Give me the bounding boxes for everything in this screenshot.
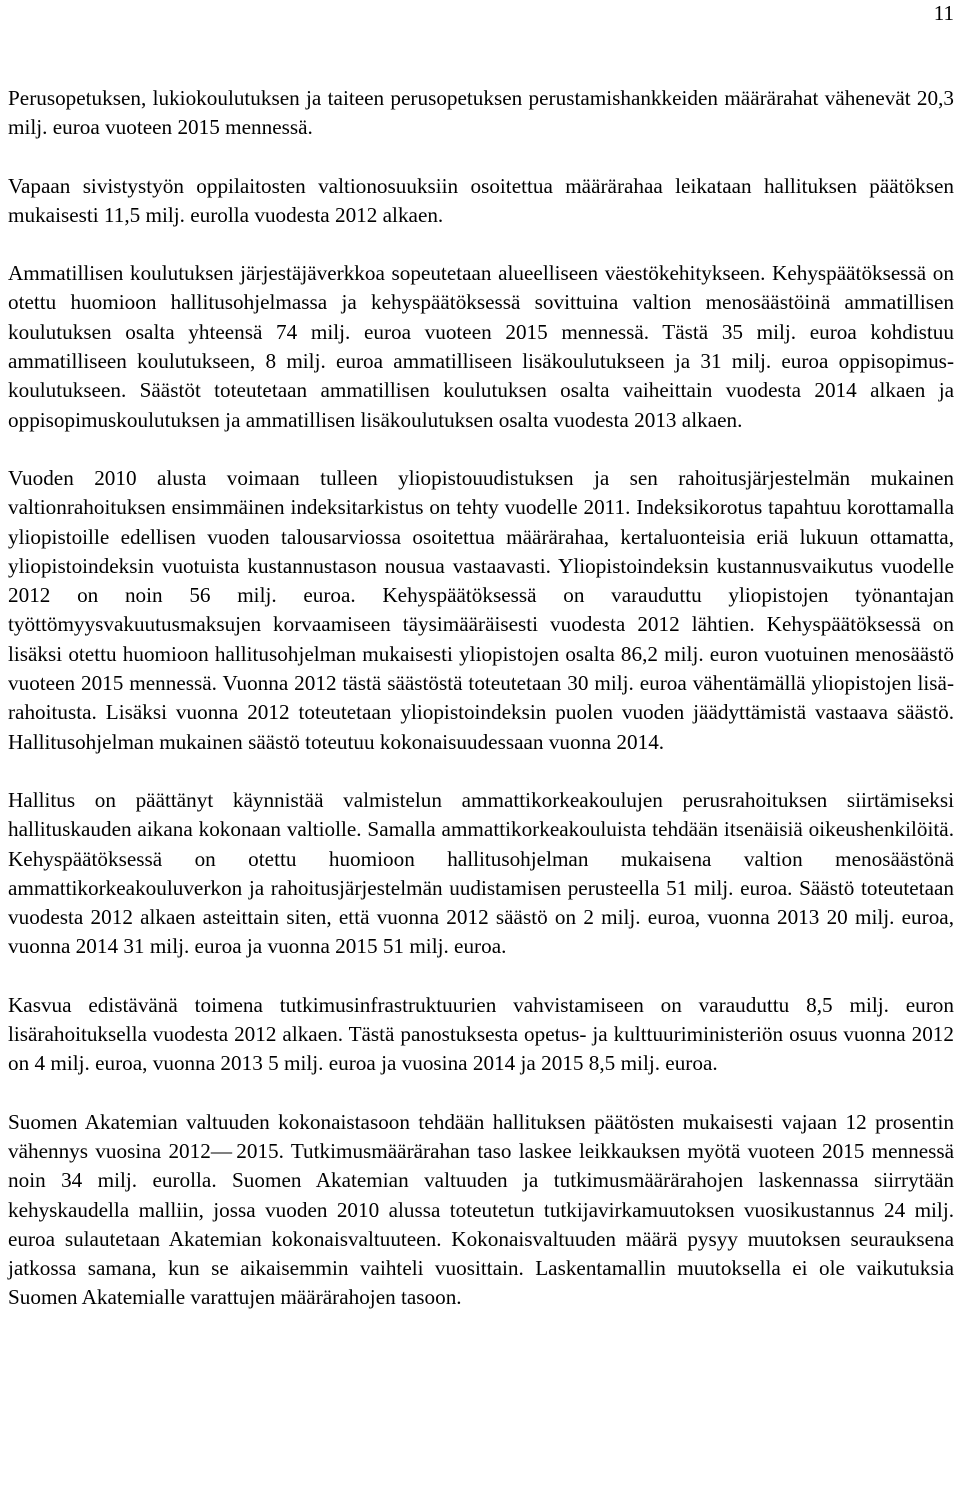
paragraph-polytechnic-funding: Hallitus on päättänyt käynnistää valmistelun ammattikorkeakoulujen perusrahoituksen siirtämiseksi hallituskauden aikana kokonaan valtiolle. Samalla ammattikorkeakouluista tehdään itsenäisiä oikeushenkilöitä. Kehyspäätöksessä on otettu huomioon hallitusohjelman mukaisena valtion menosäästönä ammattikorkeakouluverkon ja rahoitusjärjestelmän uudistamisen perusteella 51 milj. euroa. Säästö toteutetaan vuodesta 2012 alkaen asteittain siten, että vuonna 2012 säästö on 2 milj. euroa, vuonna 2013 20 milj. euroa, vuonna 2014 31 milj. euroa ja vuonna 2015 51 milj. euroa.: [8, 787, 954, 959]
paragraph-vocational-education: Ammatillisen koulutuksen järjestäjäverkkoa sopeutetaan alueelliseen väestökehitykseen. Kehyspäätöksessä on otettu huomioon hallitusohjelmassa ja kehyspäätöksessä sovittuina valtion menosäästöinä ammatillisen koulutuksen osalta yhteensä 74 milj. euroa vuoteen 2015 mennessä. Tästä 35 milj. euroa kohdistuu ammatilliseen koulutukseen, 8 milj. euroa ammatilliseen lisäkoulutukseen ja 31 milj. euroa oppisopimuskoulutukseen. Säästöt toteutetaan ammatillisen koulutuksen osalta vaiheittain vuodesta 2014 alkaen ja oppisopimuskoulutuksen ja ammatillisen lisäkoulutuksen osalta vuodesta 2013 alkaen.: [8, 261, 954, 432]
paragraph-liberal-adult-education: Vapaan sivistystyön oppilaitosten valtionosuuksiin osoitettua määrärahaa leikataan hallituksen päätöksen mukaisesti 11,5 milj. eurolla vuodesta 2012 alkaen.: [8, 173, 954, 227]
paragraph-university-funding: Vuoden 2010 alusta voimaan tulleen yliopistouudistuksen ja sen rahoitusjärjestelmän mukainen valtionrahoituksen ensimmäinen indeksitarkistus on tehty vuodelle 2011. Indeksikorotus tapahtuu korottamalla yliopistoille edellisen vuoden talousarviossa osoitettua määrärahaa, kertaluonteisia eriä lukuun ottamatta, yliopistoindeksin vuotuista kustannustason nousua vastaavasti. Yliopistoindeksin kustannusvaikutus vuodelle 2012 on noin 56 milj. euroa. Kehyspäätöksessä on varauduttu yliopistojen työnantajan työttömyysvakuutusmaksujen korvaamiseen täysimääräisesti vuodesta 2012 lähtien. Kehyspäätöksessä on lisäksi otettu huomioon hallitusohjelman mukaisesti yliopistojen osalta 86,2 milj. euron vuotuinen menosäästö vuoteen 2015 mennessä. Vuonna 2012 tästä säästöstä toteutetaan 30 milj. euroa vähentämällä yliopistojen lisärahoitusta. Lisäksi vuonna 2012 toteutetaan yliopistoindeksin puolen vuoden jäädyttämistä vastaava säästö. Hallitusohjelman mukainen säästö toteutuu kokonaisuudessaan vuonna 2014.: [8, 465, 954, 754]
page-number: 11: [933, 1, 954, 25]
paragraph-research-infrastructure: Kasvua edistävänä toimena tutkimusinfrastruktuurien vahvistamiseen on varauduttu 8,5 milj. euron lisärahoituksella vuodesta 2012 alkaen. Tästä panostuksesta opetus- ja kulttuuriministeriön osuus vuonna 2012 on 4 milj. euroa, vuonna 2013 5 milj. euroa ja vuosina 2014 ja 2015 8,5 milj. euroa.: [8, 992, 954, 1076]
document-body: [8, 84, 954, 1313]
paragraph-basic-education-funding: Perusopetuksen, lukiokoulutuksen ja taiteen perusopetuksen perustamishankkeiden määrärahat vähenevät 20,3 milj. euroa vuoteen 2015 mennessä.: [8, 86, 954, 140]
paragraph-academy-of-finland: Suomen Akatemian valtuuden kokonaistasoon tehdään hallituksen päätösten mukaisesti vajaan 12 prosentin vähennys vuosina 2012— 2015. Tutkimusmäärärahan taso laskee leikkauksen myötä vuoteen 2015 mennessä noin 34 milj. eurolla. Suomen Akatemian valtuuden ja tutkimusmäärärahojen laskennassa siirrytään kehyskaudella malliin, jossa vuoden 2010 alussa toteutetun tutkijavirkamuutoksen vuosikustannus 24 milj. euroa sulautetaan Akatemian kokonaisvaltuuteen. Kokonaisvaltuuden määrä pysyy muutoksen seurauksena jatkossa samana, kun se aikaisemmin vaihteli vuosittain. Laskentamallin muutoksella ei ole vaikutuksia Suomen Akatemialle varattujen määrärahojen tasoon.: [8, 1109, 954, 1310]
